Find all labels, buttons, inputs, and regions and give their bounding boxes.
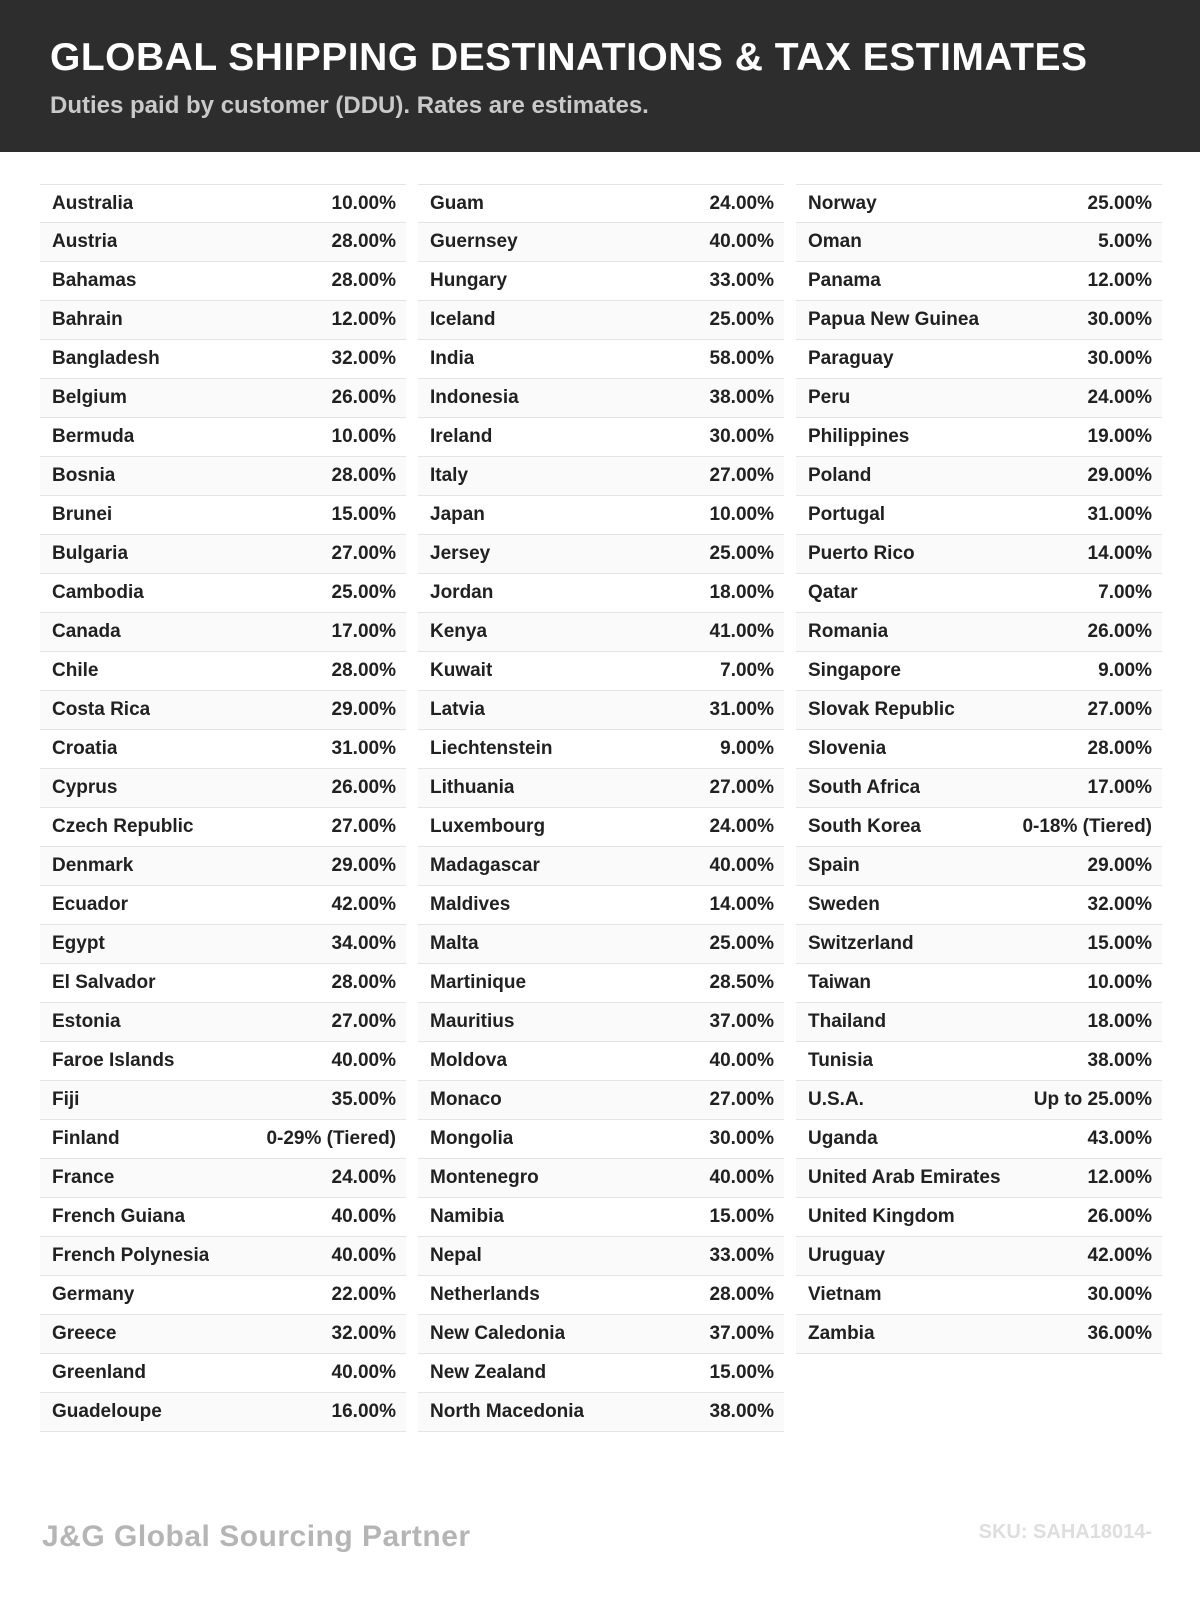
country-name: Brunei [52, 504, 113, 525]
tax-rate: 32.00% [331, 348, 396, 369]
footer-brand: J&G Global Sourcing Partner [42, 1520, 471, 1553]
country-name: United Kingdom [808, 1206, 955, 1227]
country-name: Bosnia [52, 465, 116, 486]
table-row [796, 925, 1162, 964]
table-row [40, 886, 406, 925]
tax-rate: 10.00% [709, 504, 774, 525]
country-name: Czech Republic [52, 816, 194, 837]
tax-rate: 18.00% [1087, 1011, 1152, 1032]
country-name: Germany [52, 1284, 135, 1305]
country-name: French Polynesia [52, 1245, 210, 1266]
tax-rate: 42.00% [331, 894, 396, 915]
tax-rate: 26.00% [331, 387, 396, 408]
country-name: Estonia [52, 1011, 121, 1032]
tax-rate: 17.00% [1087, 777, 1152, 798]
tax-rate: 33.00% [709, 1245, 774, 1266]
country-name: Vietnam [808, 1284, 882, 1305]
tax-rate: 27.00% [331, 543, 396, 564]
tax-rate: 40.00% [331, 1245, 396, 1266]
tax-rate: 27.00% [1087, 699, 1152, 720]
tax-rate: 19.00% [1087, 426, 1152, 447]
table-row [796, 574, 1162, 613]
tax-rate: 30.00% [1087, 1284, 1152, 1305]
table-row [40, 496, 406, 535]
country-name: Madagascar [430, 855, 540, 876]
table-row [418, 1081, 784, 1120]
table-row [418, 1003, 784, 1042]
table-row [418, 457, 784, 496]
tax-rate: 0-18% (Tiered) [1022, 816, 1152, 837]
tax-rate: 28.00% [331, 972, 396, 993]
country-name: Finland [52, 1128, 120, 1149]
country-name: French Guiana [52, 1206, 186, 1227]
tax-rate: 27.00% [709, 777, 774, 798]
tax-rate: 32.00% [331, 1323, 396, 1344]
table-row [418, 691, 784, 730]
country-name: Namibia [430, 1206, 504, 1227]
country-name: Poland [808, 465, 872, 486]
table-row [418, 1237, 784, 1276]
tax-rate: 7.00% [1098, 582, 1152, 603]
tax-rate: 32.00% [1087, 894, 1152, 915]
country-name: Indonesia [430, 387, 519, 408]
table-row [796, 184, 1162, 223]
tax-table [0, 152, 1200, 1432]
table-row [418, 340, 784, 379]
table-row [40, 1120, 406, 1159]
table-row [796, 535, 1162, 574]
table-row [796, 1003, 1162, 1042]
tax-rate: 17.00% [331, 621, 396, 642]
tax-rate: 40.00% [331, 1050, 396, 1071]
table-row [40, 301, 406, 340]
tax-rate: 24.00% [709, 192, 774, 214]
country-name: Jordan [430, 582, 494, 603]
tax-rate: 14.00% [1087, 543, 1152, 564]
country-name: Faroe Islands [52, 1050, 175, 1071]
country-name: Maldives [430, 894, 511, 915]
tax-rate: 14.00% [709, 894, 774, 915]
country-name: Portugal [808, 504, 886, 525]
table-row [40, 535, 406, 574]
tax-rate: 33.00% [709, 270, 774, 291]
tax-rate: 29.00% [331, 855, 396, 876]
country-name: France [52, 1167, 115, 1188]
country-name: Cambodia [52, 582, 144, 603]
tax-rate: 27.00% [331, 816, 396, 837]
tax-rate: 40.00% [331, 1362, 396, 1383]
table-row [796, 652, 1162, 691]
tax-rate: 29.00% [331, 699, 396, 720]
tax-rate: 28.00% [1087, 738, 1152, 759]
table-row [40, 1003, 406, 1042]
table-row [418, 847, 784, 886]
table-row [40, 730, 406, 769]
table-row [418, 379, 784, 418]
table-row [40, 1081, 406, 1120]
country-name: Oman [808, 231, 862, 252]
country-name: Costa Rica [52, 699, 151, 720]
tax-rate: 35.00% [331, 1089, 396, 1110]
tax-rate: 15.00% [709, 1362, 774, 1383]
table-row [418, 1276, 784, 1315]
tax-rate: 25.00% [331, 582, 396, 603]
country-name: Tunisia [808, 1050, 874, 1071]
table-row [418, 1315, 784, 1354]
tax-rate: 0-29% (Tiered) [266, 1128, 396, 1149]
table-column-2 [418, 184, 784, 1432]
table-row [40, 1159, 406, 1198]
table-row [796, 847, 1162, 886]
table-row [40, 457, 406, 496]
country-name: Sweden [808, 894, 880, 915]
country-name: Philippines [808, 426, 910, 447]
tax-rate: 30.00% [709, 426, 774, 447]
country-name: Kuwait [430, 660, 493, 681]
tax-rate: 12.00% [1087, 270, 1152, 291]
table-row [796, 730, 1162, 769]
country-name: Panama [808, 270, 881, 291]
table-row [418, 574, 784, 613]
table-row [40, 652, 406, 691]
table-row [418, 1042, 784, 1081]
country-name: Hungary [430, 270, 508, 291]
table-row [796, 613, 1162, 652]
country-name: Egypt [52, 933, 105, 954]
country-name: Croatia [52, 738, 118, 759]
tax-rate: 15.00% [1087, 933, 1152, 954]
table-row [796, 769, 1162, 808]
country-name: Martinique [430, 972, 527, 993]
country-name: Slovak Republic [808, 699, 955, 720]
country-name: Norway [808, 192, 877, 214]
country-name: Mauritius [430, 1011, 515, 1032]
country-name: Moldova [430, 1050, 508, 1071]
tax-rate: 40.00% [331, 1206, 396, 1227]
tax-rate: 37.00% [709, 1011, 774, 1032]
tax-rate: 40.00% [709, 231, 774, 252]
country-name: Thailand [808, 1011, 887, 1032]
table-row [40, 964, 406, 1003]
tax-rate: 29.00% [1087, 855, 1152, 876]
table-row [40, 1237, 406, 1276]
table-row [796, 379, 1162, 418]
country-name: Guernsey [430, 231, 518, 252]
table-row [418, 886, 784, 925]
country-name: Bahrain [52, 309, 123, 330]
table-row [418, 418, 784, 457]
country-name: Puerto Rico [808, 543, 915, 564]
country-name: Romania [808, 621, 889, 642]
country-name: Liechtenstein [430, 738, 553, 759]
country-name: El Salvador [52, 972, 156, 993]
tax-rate: 26.00% [1087, 1206, 1152, 1227]
country-name: South Africa [808, 777, 921, 798]
table-row [40, 184, 406, 223]
tax-rate: 43.00% [1087, 1128, 1152, 1149]
table-row [418, 262, 784, 301]
country-name: Fiji [52, 1089, 80, 1110]
table-column-1 [40, 184, 406, 1432]
country-name: Belgium [52, 387, 127, 408]
country-name: Italy [430, 465, 469, 486]
country-name: Iceland [430, 309, 496, 330]
tax-rate: 25.00% [1087, 192, 1152, 214]
tax-rate: 27.00% [331, 1011, 396, 1032]
tax-rate: 25.00% [709, 543, 774, 564]
tax-rate: 5.00% [1098, 231, 1152, 252]
country-name: Spain [808, 855, 860, 876]
tax-rate: Up to 25.00% [1033, 1089, 1152, 1110]
country-name: Ecuador [52, 894, 129, 915]
country-name: Bulgaria [52, 543, 129, 564]
tax-rate: 9.00% [1098, 660, 1152, 681]
table-row [40, 1042, 406, 1081]
table-row [418, 1159, 784, 1198]
tax-rate: 27.00% [709, 1089, 774, 1110]
tax-rate: 37.00% [709, 1323, 774, 1344]
table-row [796, 1042, 1162, 1081]
table-row [796, 1237, 1162, 1276]
table-row [796, 496, 1162, 535]
country-name: Slovenia [808, 738, 887, 759]
tax-rate: 40.00% [709, 855, 774, 876]
tax-rate: 34.00% [331, 933, 396, 954]
country-name: Uganda [808, 1128, 878, 1149]
table-row [418, 223, 784, 262]
country-name: Bermuda [52, 426, 135, 447]
table-row [796, 418, 1162, 457]
tax-rate: 10.00% [331, 426, 396, 447]
table-row [418, 535, 784, 574]
table-row [796, 457, 1162, 496]
table-row [418, 964, 784, 1003]
table-row [40, 418, 406, 457]
tax-rate: 10.00% [1087, 972, 1152, 993]
table-row [40, 769, 406, 808]
table-row [796, 886, 1162, 925]
country-name: Lithuania [430, 777, 515, 798]
country-name: North Macedonia [430, 1401, 585, 1422]
country-name: New Caledonia [430, 1323, 566, 1344]
tax-rate: 31.00% [331, 738, 396, 759]
table-row [796, 1276, 1162, 1315]
tax-rate: 24.00% [1087, 387, 1152, 408]
tax-rate: 28.50% [709, 972, 774, 993]
tax-rate: 29.00% [1087, 465, 1152, 486]
country-name: Greenland [52, 1362, 146, 1383]
country-name: U.S.A. [808, 1089, 864, 1110]
country-name: Taiwan [808, 972, 871, 993]
table-row [418, 1354, 784, 1393]
tax-rate: 16.00% [331, 1401, 396, 1422]
country-name: Cyprus [52, 777, 118, 798]
table-row [418, 925, 784, 964]
tax-rate: 12.00% [1087, 1167, 1152, 1188]
tax-rate: 25.00% [709, 933, 774, 954]
country-name: Uruguay [808, 1245, 886, 1266]
tax-rate: 28.00% [331, 231, 396, 252]
tax-rate: 31.00% [709, 699, 774, 720]
tax-rate: 27.00% [709, 465, 774, 486]
country-name: Bangladesh [52, 348, 160, 369]
table-row [40, 262, 406, 301]
tax-rate: 15.00% [709, 1206, 774, 1227]
table-row [418, 808, 784, 847]
country-name: Switzerland [808, 933, 914, 954]
tax-rate: 28.00% [709, 1284, 774, 1305]
tax-rate: 36.00% [1087, 1323, 1152, 1344]
tax-rate: 31.00% [1087, 504, 1152, 525]
table-row [40, 1354, 406, 1393]
country-name: Luxembourg [430, 816, 546, 837]
country-name: Qatar [808, 582, 858, 603]
table-row [40, 847, 406, 886]
tax-rate: 28.00% [331, 660, 396, 681]
country-name: Malta [430, 933, 479, 954]
country-name: Peru [808, 387, 851, 408]
tax-rate: 58.00% [709, 348, 774, 369]
country-name: Papua New Guinea [808, 309, 980, 330]
table-row [418, 1198, 784, 1237]
table-row [796, 223, 1162, 262]
tax-rate: 15.00% [331, 504, 396, 525]
table-row [418, 496, 784, 535]
table-row [796, 1120, 1162, 1159]
country-name: Japan [430, 504, 485, 525]
tax-rate: 10.00% [331, 192, 396, 214]
page-subtitle: Duties paid by customer (DDU). Rates are estimates. [50, 92, 649, 119]
tax-rate: 28.00% [331, 270, 396, 291]
tax-rate: 24.00% [331, 1167, 396, 1188]
country-name: Guadeloupe [52, 1401, 162, 1422]
country-name: Canada [52, 621, 121, 642]
country-name: Montenegro [430, 1167, 539, 1188]
country-name: New Zealand [430, 1362, 547, 1383]
table-row [40, 808, 406, 847]
table-row [40, 1198, 406, 1237]
table-row [40, 1276, 406, 1315]
tax-rate: 24.00% [709, 816, 774, 837]
table-row [796, 1315, 1162, 1354]
country-name: Chile [52, 660, 99, 681]
table-row [40, 1315, 406, 1354]
table-row [796, 1198, 1162, 1237]
table-row [796, 301, 1162, 340]
table-column-3 [796, 184, 1162, 1354]
tax-rate: 18.00% [709, 582, 774, 603]
tax-rate: 40.00% [709, 1167, 774, 1188]
table-row [418, 1393, 784, 1432]
table-row [40, 925, 406, 964]
table-row [40, 340, 406, 379]
country-name: Latvia [430, 699, 485, 720]
country-name: Paraguay [808, 348, 894, 369]
tax-rate: 42.00% [1087, 1245, 1152, 1266]
header [0, 0, 1200, 152]
tax-rate: 12.00% [331, 309, 396, 330]
country-name: Monaco [430, 1089, 502, 1110]
table-row [796, 964, 1162, 1003]
country-name: India [430, 348, 475, 369]
country-name: Singapore [808, 660, 901, 681]
tax-rate: 26.00% [331, 777, 396, 798]
table-row [796, 340, 1162, 379]
country-name: Ireland [430, 426, 493, 447]
country-name: Netherlands [430, 1284, 540, 1305]
tax-rate: 30.00% [1087, 309, 1152, 330]
table-row [418, 613, 784, 652]
table-row [418, 301, 784, 340]
country-name: South Korea [808, 816, 921, 837]
table-row [40, 613, 406, 652]
table-row [418, 730, 784, 769]
tax-rate: 38.00% [709, 1401, 774, 1422]
country-name: United Arab Emirates [808, 1167, 1001, 1188]
country-name: Guam [430, 192, 484, 214]
tax-rate: 22.00% [331, 1284, 396, 1305]
country-name: Denmark [52, 855, 134, 876]
country-name: Kenya [430, 621, 488, 642]
tax-rate: 9.00% [720, 738, 774, 759]
tax-rate: 38.00% [709, 387, 774, 408]
table-row [796, 808, 1162, 847]
table-row [418, 769, 784, 808]
tax-rate: 30.00% [1087, 348, 1152, 369]
tax-rate: 28.00% [331, 465, 396, 486]
page-title: GLOBAL SHIPPING DESTINATIONS & TAX ESTIMATES [50, 36, 1088, 79]
country-name: Zambia [808, 1323, 875, 1344]
table-row [796, 1159, 1162, 1198]
tax-rate: 38.00% [1087, 1050, 1152, 1071]
country-name: Jersey [430, 543, 491, 564]
country-name: Nepal [430, 1245, 482, 1266]
tax-rate: 25.00% [709, 309, 774, 330]
table-row [418, 652, 784, 691]
country-name: Greece [52, 1323, 117, 1344]
tax-rate: 40.00% [709, 1050, 774, 1071]
table-row [796, 691, 1162, 730]
tax-rate: 30.00% [709, 1128, 774, 1149]
table-row [796, 262, 1162, 301]
table-row [40, 379, 406, 418]
table-row [796, 1081, 1162, 1120]
table-row [40, 223, 406, 262]
table-row [40, 574, 406, 613]
table-row [40, 691, 406, 730]
country-name: Austria [52, 231, 118, 252]
table-row [418, 184, 784, 223]
footer-sku: SKU: SAHA18014- [978, 1521, 1152, 1543]
table-row [40, 1393, 406, 1432]
tax-rate: 7.00% [720, 660, 774, 681]
tax-rate: 41.00% [709, 621, 774, 642]
country-name: Bahamas [52, 270, 137, 291]
table-row [418, 1120, 784, 1159]
country-name: Australia [52, 192, 134, 214]
tax-rate: 26.00% [1087, 621, 1152, 642]
country-name: Mongolia [430, 1128, 514, 1149]
